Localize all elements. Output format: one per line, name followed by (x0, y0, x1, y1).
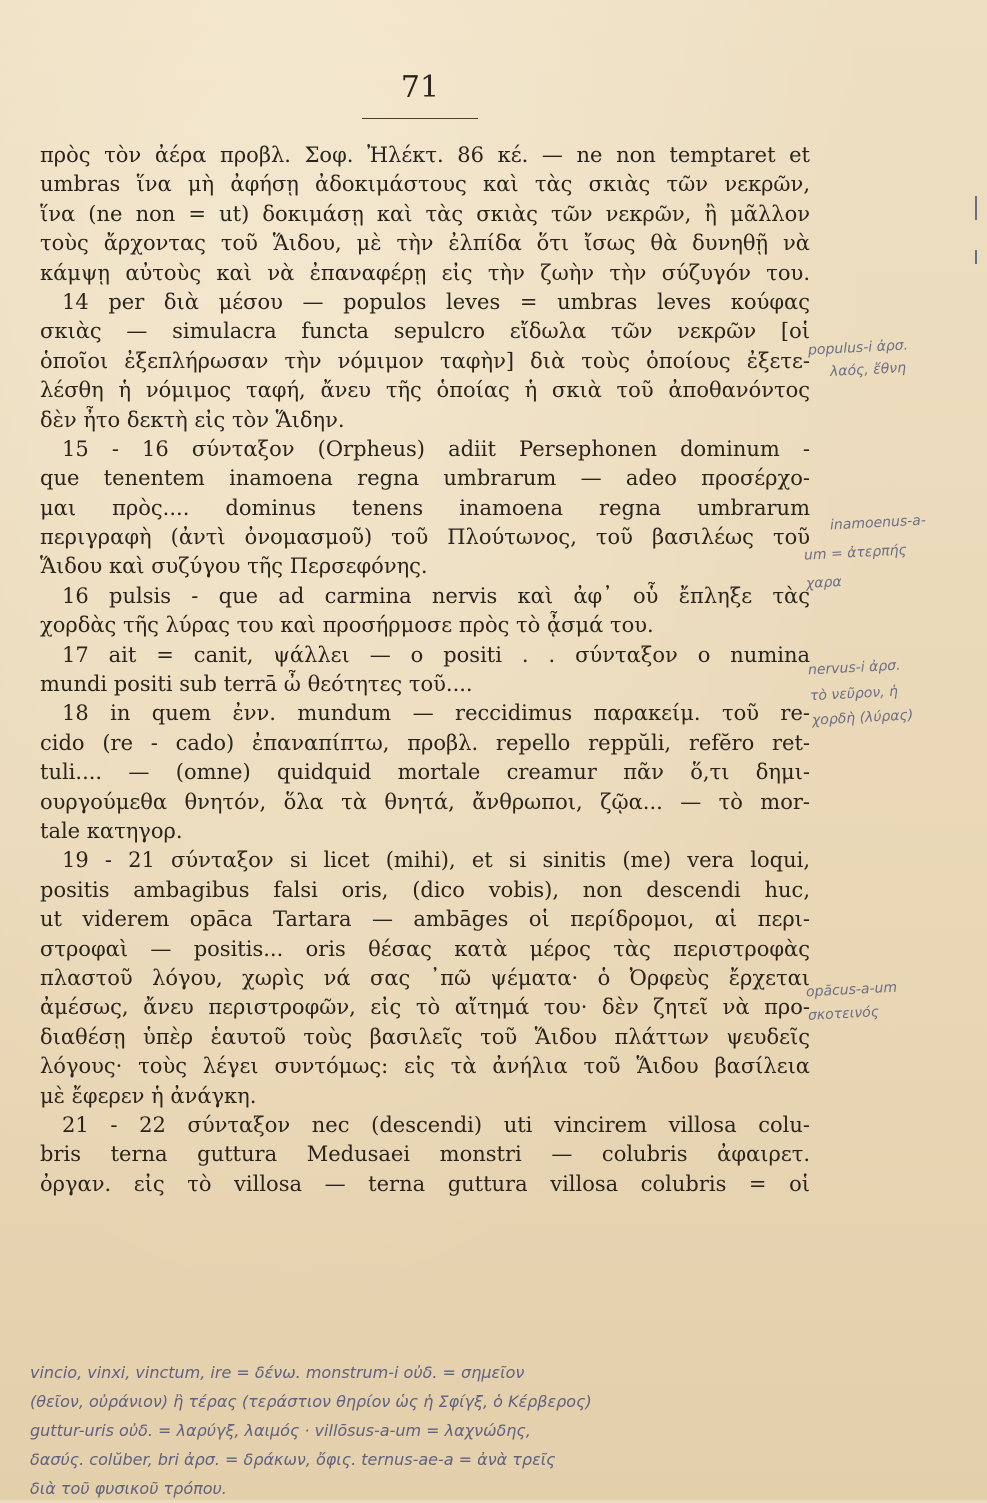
text-line: bris terna guttura Medusaei monstri — colubris ἀφαιρετ. (40, 1142, 810, 1167)
footnote-line: διὰ τοῦ φυσικοῦ τρόπου. (30, 1479, 227, 1498)
text-line: ὁποῖοι ἐξεπλήρωσαν τὴν νόμιμον ταφὴν] διὰ τοὺς ὁποίους ἐξετε- (40, 348, 810, 373)
text-line: tale κατηγορ. (40, 818, 183, 843)
text-line: que tenentem inamoena regna umbrarum — adeo προσέρχο- (40, 466, 810, 491)
ink-mark (975, 250, 977, 264)
text-line: ουργούμεθα θνητόν, ὅλα τὰ θνητά, ἄνθρωποι, ζῷα... — τὸ mor- (40, 789, 810, 814)
footnote-line: vincio, vinxi, vinctum, ire = δένω. monstrum-i οὐδ. = σημεῖον (30, 1363, 525, 1382)
ink-mark (975, 196, 977, 220)
text-line: χορδὰς τῆς λύρας του καὶ προσήρμοσε πρὸς τὸ ᾆσμά του. (40, 613, 654, 638)
text-line: πρὸς τὸν ἀέρα προβλ. Σοφ. Ἠλέκτ. 86 κέ. — ne non temptaret et (40, 143, 810, 167)
commentary-text (40, 141, 810, 1199)
text-line: τοὺς ἄρχοντας τοῦ Ἅιδου, μὲ τὴν ἐλπίδα ὅτι ἴσως θὰ δυνηθῇ νὰ (40, 231, 810, 256)
text-line: Ἅιδου καὶ συζύγου τῆς Περσεφόνης. (40, 554, 428, 579)
margin-note: λαός, ἔθνη (829, 360, 907, 380)
margin-note: inamoenus-a- (829, 512, 927, 534)
footnote-line: δασύς. colŭber, bri ἀρσ. = δράκων, ὄφις. ternus-ae-a = ἀνὰ τρεῖς (30, 1450, 556, 1469)
text-line: διαθέσῃ ὑπὲρ ἑαυτοῦ τοὺς βασιλεῖς τοῦ Ἅιδου πλάττων ψευδεῖς (40, 1024, 810, 1049)
footnote-line: guttur-uris οὐδ. = λαρύγξ, λαιμός · villōsus-a-um = λαχνώδης, (30, 1421, 531, 1440)
text-line: περιγραφὴ (ἀντὶ ὀνομασμοῦ) τοῦ Πλούτωνος, τοῦ βασιλέως τοῦ (40, 525, 810, 550)
margin-note: σκοτεινός (807, 1004, 880, 1024)
handwritten-footnotes (30, 1358, 980, 1503)
text-line: umbras ἵνα μὴ ἀφήσῃ ἀδοκιμάστους καὶ τὰς σκιὰς τῶν νεκρῶν, (40, 172, 810, 197)
footnote-line: (θεῖον, οὐράνιον) ἢ τέρας (τεράστιον θηρίον ὡς ἡ Σφίγξ, ὁ Κέρβερος) (30, 1392, 592, 1411)
text-line: 15 - 16 σύνταξον (Orpheus) adiit Persephonen dominum - (62, 436, 810, 461)
text-line: 18 in quem ἐνν. mundum — reccidimus παρακείμ. τοῦ re- (62, 701, 810, 726)
text-line: σκιὰς — simulacra functa sepulcro εἴδωλα τῶν νεκρῶν [οἱ (40, 319, 810, 344)
text-line: cido (re - cado) ἐπαναπίπτω, προβλ. repello reppŭli, refĕro ret- (40, 730, 810, 755)
margin-note: opācus-a-um (805, 979, 898, 1001)
text-line: λέσθη ἡ νόμιμος ταφή, ἄνευ τῆς ὁποίας ἡ σκιὰ τοῦ ἀποθανόντος (40, 378, 810, 403)
margin-note: nervus-i ἀρσ. (807, 657, 901, 679)
margin-note: populus-i ἀρσ. (807, 337, 909, 359)
text-line: 19 - 21 σύνταξον si licet (mihi), et si sinitis (me) vera loqui, (62, 848, 810, 873)
text-line: ἀμέσως, ἄνευ περιστροφῶν, εἰς τὸ αἴτημά του· δὲν ζητεῖ νὰ προ- (40, 995, 810, 1020)
text-line: 16 pulsis - que ad carmina nervis καὶ ἀφ᾽ οὗ ἔπληξε τὰς (62, 583, 810, 608)
page-number: 71 (400, 70, 440, 105)
text-line: πλαστοῦ λόγου, χωρὶς νά σας ᾽πῶ ψέματα· ὁ Ὀρφεὺς ἔρχεται (40, 965, 810, 990)
text-line: δὲν ἦτο δεκτὴ εἰς τὸν Ἅιδην. (40, 407, 345, 432)
text-line: μὲ ἔφερεν ἡ ἀνάγκη. (40, 1083, 257, 1108)
text-line: 21 - 22 σύνταξον nec (descendi) uti vincirem villosa colu- (62, 1112, 810, 1137)
margin-note: χορδὴ (λύρας) (811, 707, 914, 729)
text-line: ut viderem opāca Tartara — ambāges οἱ περίδρομοι, αἱ περι- (40, 907, 810, 932)
text-line: 17 ait = canit, ψάλλει — o positi . . σύνταξον o numina (62, 642, 810, 667)
text-line: ἵνα (ne non = ut) δοκιμάσῃ καὶ τὰς σκιὰς τῶν νεκρῶν, ἢ μᾶλλον (40, 201, 810, 226)
margin-note: um = ἀτερπής (803, 542, 908, 564)
page-number-rule (362, 118, 478, 119)
text-line: μαι πρὸς.... dominus tenens inamoena regna umbrarum (40, 495, 810, 520)
text-line: κάμψῃ αὐτοὺς καὶ νὰ ἐπαναφέρῃ εἰς τὴν ζωὴν τὴν σύζυγόν του. (40, 260, 810, 285)
text-line: mundi positi sub terrā ὦ θεότητες τοῦ.... (40, 672, 473, 697)
text-line: στροφαὶ — positis... oris θέσας κατὰ μέρος τὰς περιστροφὰς (40, 936, 810, 961)
margin-note: χαρα (805, 574, 843, 592)
text-line: ὀργαν. εἰς τὸ villosa — terna guttura villosa colubris = οἱ (40, 1171, 810, 1196)
margin-note: τὸ νεῦρον, ἡ (809, 683, 899, 705)
text-line: 14 per διὰ μέσου — populos leves = umbras leves κούφας (62, 289, 810, 314)
text-line: tuli.... — (omne) quidquid mortale creamur πᾶν ὅ,τι δημι- (40, 760, 810, 785)
text-line: λόγους· τοὺς λέγει συντόμως: εἰς τὰ ἀνήλια τοῦ Ἅιδου βασίλεια (40, 1054, 810, 1079)
text-line: positis ambagibus falsi oris, (dico vobis), non descendi huc, (40, 877, 810, 902)
